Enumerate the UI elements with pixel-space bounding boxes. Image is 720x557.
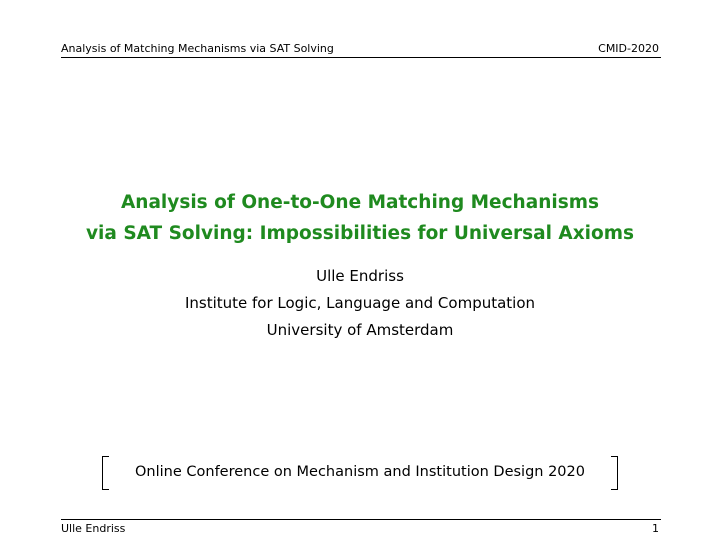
title-line-2: via SAT Solving: Impossibilities for Universal Axioms <box>86 223 634 244</box>
header-presentation-title: Analysis of Matching Mechanisms via SAT Solving <box>61 42 334 55</box>
header-conference-label: CMID-2020 <box>598 42 659 55</box>
footer-author: Ulle Endriss <box>61 522 126 535</box>
venue-text: Online Conference on Mechanism and Institution Design 2020 <box>135 464 585 480</box>
author-institute: Institute for Logic, Language and Computation <box>184 294 536 312</box>
venue-box <box>102 456 618 490</box>
author-university: University of Amsterdam <box>266 321 454 339</box>
page-number: 1 <box>652 522 659 535</box>
author-block <box>0 263 720 344</box>
footer-divider <box>61 519 661 520</box>
author-name: Ulle Endriss <box>316 267 404 285</box>
title-line-1: Analysis of One-to-One Matching Mechanisms <box>120 192 600 213</box>
right-bracket <box>611 456 618 490</box>
slide-title <box>0 187 720 249</box>
header-divider <box>61 57 661 58</box>
